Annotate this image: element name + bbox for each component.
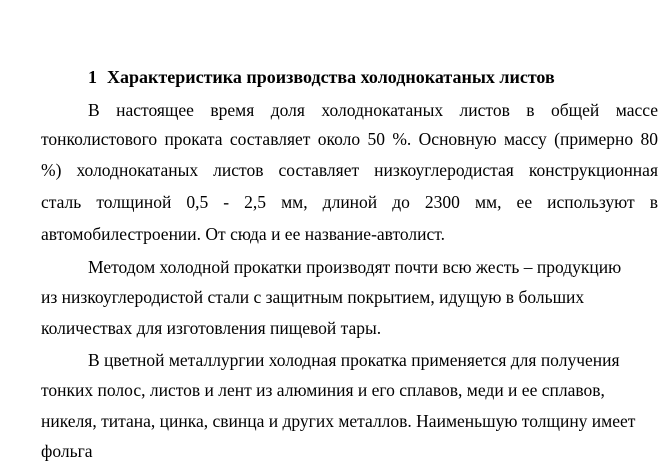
section-number: 1: [88, 67, 97, 87]
paragraph-3-line-1: В цветной металлургии холодная прокатка применяется для получения: [88, 350, 620, 370]
section-title: Характеристика производства холоднокатаных листов: [107, 67, 555, 87]
paragraph-1-line-5: автомобилестроении. От сюда и ее название-автолист.: [41, 224, 445, 244]
paragraph-3-line-2: тонких полос, листов и лент из алюминия и его сплавов, меди и ее сплавов,: [41, 380, 605, 400]
paragraph-3-line-3: никеля, титана, цинка, свинца и других металлов. Наименьшую толщину имеет: [41, 411, 636, 431]
paragraph-2-line-3: количествах для изготовления пищевой тары.: [41, 318, 382, 338]
paragraph-2-line-2: из низкоуглеродистой стали с защитным покрытием, идущую в больших: [41, 287, 585, 307]
paragraph-1-line-2: тонколистового проката составляет около 50 %. Основную массу (примерно 80: [41, 129, 658, 149]
paragraph-1-line-1: В настоящее время доля холоднокатаных листов в общей массе: [88, 100, 658, 120]
paragraph-3-line-4: фольга: [41, 441, 93, 461]
paragraph-1-line-3: %) холоднокатаных листов составляет низкоуглеродистая конструкционная: [41, 160, 658, 180]
section-heading: [88, 62, 555, 92]
paragraph-1-line-4: сталь толщиной 0,5 - 2,5 мм, длиной до 2300 мм, ее используют в: [41, 192, 658, 212]
paragraph-2-line-1: Методом холодной прокатки производят почти всю жесть – продукцию: [88, 257, 622, 277]
